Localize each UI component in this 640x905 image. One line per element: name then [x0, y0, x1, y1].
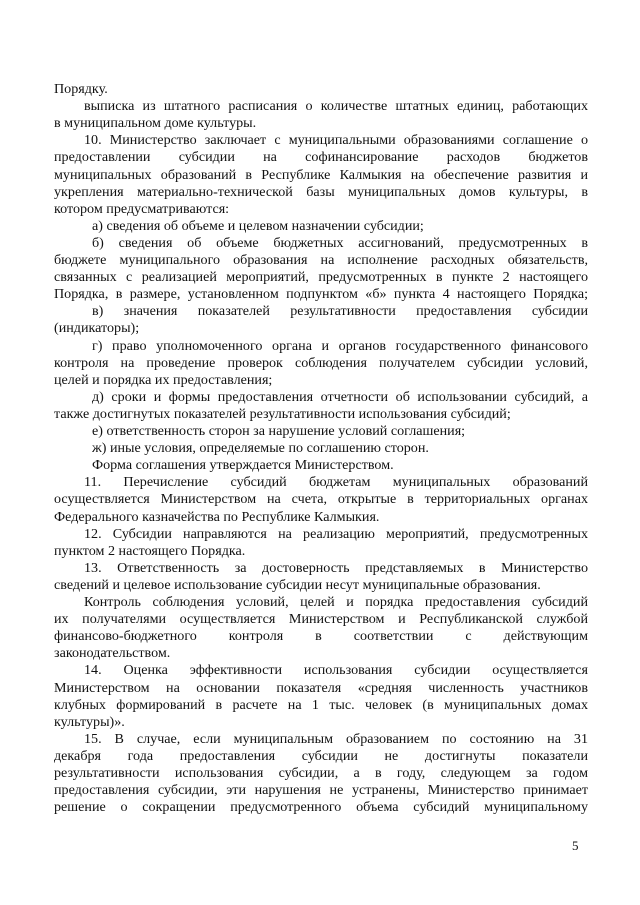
text-line: предоставлении субсидии на софинансирование расходов бюджетов	[54, 149, 588, 166]
text-line: их получателями осуществляется Министерством и Республиканской службой	[54, 611, 588, 628]
text-line: осуществляется Министерством на счета, открытые в территориальных органах	[54, 491, 588, 508]
text-line: муниципальных образований в Республике Калмыкия на обеспечение развития и	[54, 166, 588, 183]
text-line: связанных с реализацией мероприятий, предусмотренных в пункте 2 настоящего	[54, 269, 588, 286]
text-line: декабря года предоставления субсидии не достигнуты показатели	[54, 747, 588, 764]
text-line: целей и порядка их предоставления;	[54, 371, 273, 388]
text-line: Форма соглашения утверждается Министерством.	[92, 457, 394, 474]
text-line: клубных формирований в расчете на 1 тыс. человек (в муниципальных домах	[54, 696, 588, 713]
text-line: а) сведения об объеме и целевом назначении субсидии;	[92, 217, 424, 234]
text-line: 14. Оценка эффективности использования субсидии осуществляется	[84, 662, 588, 679]
text-line: бюджете муниципального образования на исполнение расходных обязательств,	[54, 252, 588, 268]
text-line: в муниципальном доме культуры.	[54, 115, 257, 132]
text-line: законодательством.	[54, 645, 171, 662]
text-line: предоставления субсидии, эти нарушения не устранены, Министерство принимает	[54, 782, 588, 799]
text-line: ж) иные условия, определяемые по соглашению сторон.	[92, 440, 429, 457]
page-number: 5	[572, 838, 579, 853]
text-line: б) сведения об объеме бюджетных ассигнований, предусмотренных в	[92, 234, 588, 251]
text-line: сведений и целевое использование субсидии несут муниципальные образования.	[54, 576, 541, 593]
text-line: 10. Министерство заключает с муниципальными образованиями соглашение о	[84, 132, 588, 149]
text-line: 15. В случае, если муниципальным образованием по состоянию на 31	[84, 730, 588, 747]
text-line: 12. Субсидии направляются на реализацию мероприятий, предусмотренных	[84, 525, 588, 542]
text-line: решение о сокращении предусмотренного объема субсидий муниципальному	[54, 799, 588, 816]
text-line: также достигнутых показателей результативности использования субсидий;	[54, 405, 511, 422]
text-line: Федерального казначейства по Республике Калмыкия.	[54, 508, 380, 525]
text-line: контроля на проведение проверок соблюдения получателем субсидии условий,	[54, 354, 588, 371]
text-line: укрепления материально-технической базы муниципальных домов культуры, в	[54, 183, 588, 200]
text-line: культуры)».	[54, 713, 125, 730]
text-line: 13. Ответственность за достоверность представляемых в Министерство	[84, 559, 588, 576]
text-line: результативности использования субсидии, а в году, следующем за годом	[54, 765, 588, 781]
text-line: пунктом 2 настоящего Порядка.	[54, 542, 246, 559]
text-line: Порядка, в размере, установленном подпунктом «б» пункта 4 настоящего Порядка;	[54, 286, 588, 303]
text-line: Министерством на основании показателя «средняя численность участников	[54, 679, 588, 696]
text-line: финансово-бюджетного контроля в соответствии с действующим	[54, 628, 588, 645]
text-line: 11. Перечисление субсидий бюджетам муниципальных образований	[84, 474, 588, 491]
text-line: Порядку.	[54, 81, 108, 97]
text-line: котором предусматриваются:	[54, 200, 230, 217]
text-line: в) значения показателей результативности предоставления субсидии	[92, 303, 588, 320]
text-line: Контроль соблюдения условий, целей и порядка предоставления субсидий	[84, 594, 588, 610]
text-line: (индикаторы);	[54, 320, 140, 337]
text-line: д) сроки и формы предоставления отчетности об использовании субсидий, а	[92, 388, 588, 405]
text-line: г) право уполномоченного органа и органов государственного финансового	[92, 337, 588, 354]
text-line: е) ответственность сторон за нарушение условий соглашения;	[92, 423, 466, 439]
text-line: выписка из штатного расписания о количестве штатных единиц, работающих	[84, 98, 588, 115]
